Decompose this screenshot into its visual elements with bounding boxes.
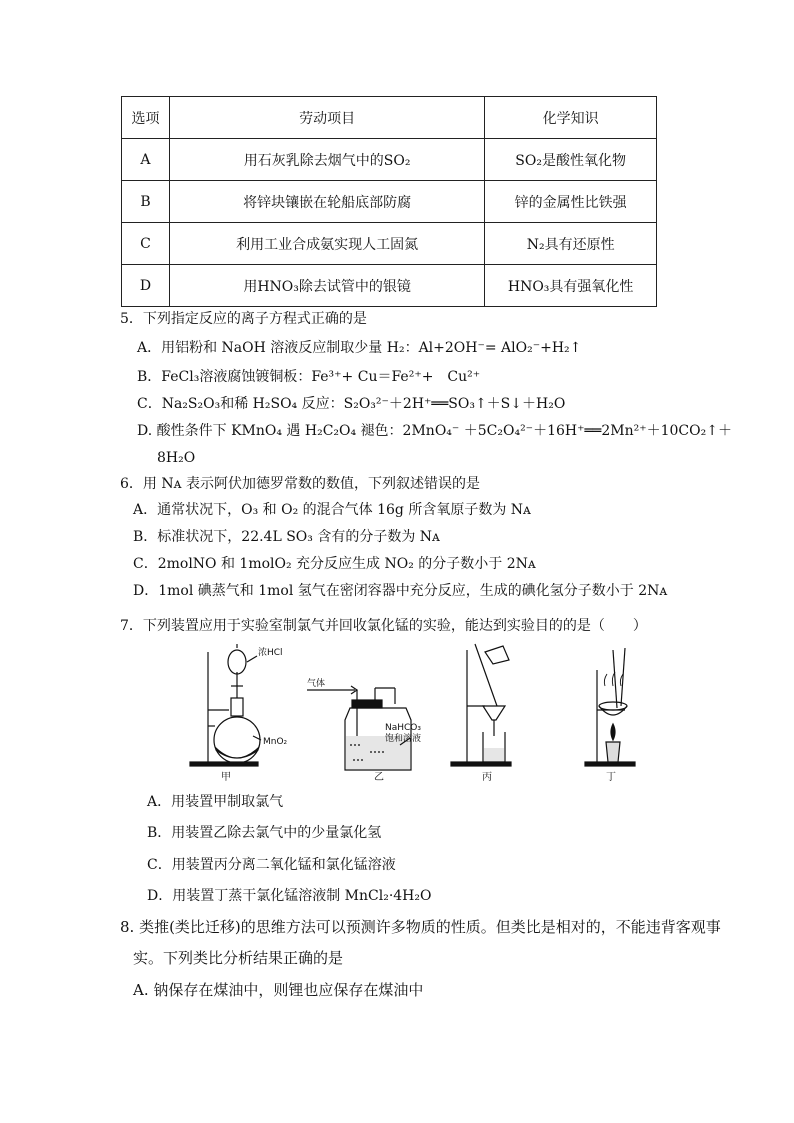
- question-8-option-a: A. 钠保存在煤油中，则锂也应保存在煤油中: [133, 981, 424, 999]
- question-6-option-d: D．1mol 碘蒸气和 1mol 氢气在密闭容器中充分反应，生成的碘化氢分子数小于 2Nᴀ: [133, 583, 668, 599]
- question-8-stem-continued: 实。下列类比分析结果正确的是: [133, 949, 344, 967]
- mno2-label: MnO₂: [263, 737, 288, 747]
- question-5-stem: 5．下列指定反应的离子方程式正确的是: [120, 311, 367, 327]
- table-header-cell: 劳动项目: [169, 97, 484, 139]
- caption-ding: 丁: [606, 772, 616, 783]
- table-cell: B: [122, 181, 170, 223]
- question-5-option-b: B．FeCl₃溶液腐蚀镀铜板：Fe³⁺+ Cu＝Fe²⁺+ Cu²⁺: [137, 369, 481, 385]
- table-cell: 利用工业合成氨实现人工固氮: [169, 223, 484, 265]
- table-cell: A: [122, 139, 170, 181]
- options-table: [121, 96, 657, 307]
- caption-bing: 丙: [482, 772, 492, 783]
- table-cell: 用石灰乳除去烟气中的SO₂: [169, 139, 484, 181]
- table-cell: N₂具有还原性: [485, 223, 657, 265]
- gas-label: 气体: [307, 679, 326, 689]
- question-5-option-d-continued: 8H₂O: [157, 450, 196, 466]
- table-cell: 锌的金属性比铁强: [485, 181, 657, 223]
- question-6-option-c: C．2molNO 和 1molO₂ 充分反应生成 NO₂ 的分子数小于 2Nᴀ: [133, 556, 536, 572]
- question-5-option-c: C．Na₂S₂O₃和稀 H₂SO₄ 反应：S₂O₃²⁻＋2H⁺══SO₃↑＋S↓＋H₂O: [137, 396, 566, 412]
- table-cell: 用HNO₃除去试管中的银镜: [169, 265, 484, 307]
- table-cell: HNO₃具有强氧化性: [485, 265, 657, 307]
- question-6-stem: 6．用 Nᴀ 表示阿伏加德罗常数的数值，下列叙述错误的是: [120, 476, 480, 492]
- question-6-option-b: B．标准状况下，22.4L SO₃ 含有的分子数为 Nᴀ: [133, 529, 440, 545]
- conc-hcl-label: 浓HCl: [258, 648, 283, 658]
- sat-solution-label: 饱和溶液: [385, 734, 422, 744]
- table-header-cell: 选项: [122, 97, 170, 139]
- table-header-cell: 化学知识: [485, 97, 657, 139]
- table-cell: C: [122, 223, 170, 265]
- table-cell: 将锌块镶嵌在轮船底部防腐: [169, 181, 484, 223]
- question-7-stem: 7．下列装置应用于实验室制氯气并回收氯化锰的实验，能达到实验目的的是（ ）: [120, 618, 647, 634]
- question-8-stem: 8. 类推(类比迁移)的思维方法可以预测许多物质的性质。但类比是相对的，不能违背客观事: [120, 918, 721, 936]
- apparatus-figures: [185, 640, 655, 785]
- table-row: [122, 181, 657, 223]
- question-5-option-a: A．用铝粉和 NaOH 溶液反应制取少量 H₂：Al+2OH⁻= AlO₂⁻+H₂↑: [137, 340, 582, 356]
- table-row: [122, 265, 657, 307]
- caption-yi: 乙: [374, 772, 384, 783]
- question-7-option-c: C．用装置丙分离二氧化锰和氯化锰溶液: [147, 857, 396, 873]
- table-cell: SO₂是酸性氧化物: [485, 139, 657, 181]
- question-5-option-d: D. 酸性条件下 KMnO₄ 遇 H₂C₂O₄ 褪色：2MnO₄⁻ ＋5C₂O₄²⁻＋16H⁺══2Mn²⁺＋10CO₂↑＋: [137, 423, 732, 439]
- question-7-option-b: B．用装置乙除去氯气中的少量氯化氢: [147, 825, 382, 841]
- nahco3-label: NaHCO₃: [385, 723, 421, 733]
- apparatus-diagram: [185, 640, 655, 785]
- table-row: [122, 139, 657, 181]
- apparatus-jia: [190, 644, 261, 766]
- caption-jia: 甲: [221, 772, 231, 783]
- apparatus-bing: [451, 644, 511, 766]
- apparatus-ding: [585, 648, 635, 766]
- question-7-option-d: D．用装置丁蒸干氯化锰溶液制 MnCl₂·4H₂O: [147, 888, 432, 904]
- table-header-row: [122, 97, 657, 139]
- question-6-option-a: A．通常状况下，O₃ 和 O₂ 的混合气体 16g 所含氧原子数为 Nᴀ: [133, 502, 531, 518]
- table-cell: D: [122, 265, 170, 307]
- table-row: [122, 223, 657, 265]
- question-7-option-a: A．用装置甲制取氯气: [147, 794, 284, 810]
